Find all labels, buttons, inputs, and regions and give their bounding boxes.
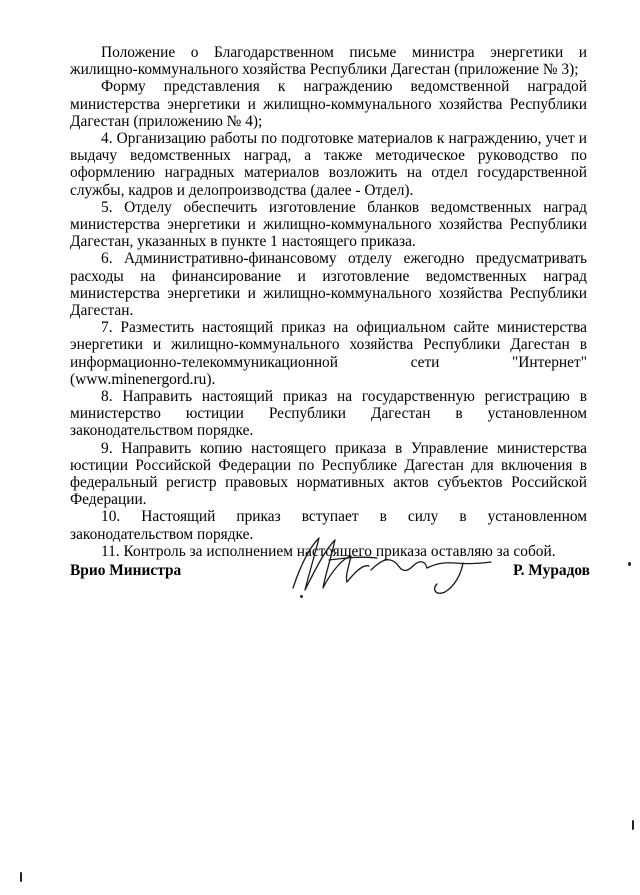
signature-row [70, 562, 590, 602]
paragraph: Положение о Благодарственном письме министра энергетики и жилищно-коммунального хозяйства Республики Дагестан (приложение № 3); [70, 44, 587, 79]
paragraph: 9. Направить копию настоящего приказа в Управление министерства юстиции Российской Федерации по Республике Дагестан для включения в федеральный регистр правовых нормативных актов субъектов Российской Федерации. [70, 439, 587, 509]
paragraph: 8. Направить настоящий приказ на государственную регистрацию в министерство юстиции Республики Дагестан в установленном законодательством порядке. [70, 388, 587, 440]
document-body [70, 44, 587, 560]
scan-speck [20, 872, 22, 882]
signatory-position: Врио Министра [70, 562, 182, 579]
paragraph: 11. Контроль за исполнением настоящего приказа оставляю за собой. [101, 542, 556, 560]
scan-speck [628, 562, 631, 566]
signatory-name: Р. Мурадов [513, 562, 590, 579]
paragraph: 5. Отделу обеспечить изготовление бланков ведомственных наград министерства энергетики и жилищно-коммунального хозяйства Республики Дагестан, указанных в пункте 1 настоящего приказа. [70, 198, 587, 251]
scan-speck [632, 820, 634, 830]
paragraph: 4. Организацию работы по подготовке материалов к награждению, учет и выдачу ведомственных наград, а также методическое руководство по оформлению наградных материалов возложить на отдел государственной службы, кадров и делопроизводства (далее - Отдел). [70, 130, 587, 199]
paragraph: 7. Разместить настоящий приказ на официальном сайте министерства энергетики и жилищно-коммунального хозяйства Республики Дагестан в информационно-телекоммуникационной сети "Интернет" (www.minenergord.ru). [70, 319, 587, 388]
paragraph: 6. Административно-финансовому отделу ежегодно предусматривать расходы на финансирование и изготовление ведомственных наград министерства энергетики и жилищно-коммунального хозяйства Республики Дагестан. [70, 250, 587, 320]
paragraph: 10. Настоящий приказ вступает в силу в установленном законодательством порядке. [70, 508, 587, 543]
paragraph: Форму представления к награждению ведомственной наградой министерства энергетики и жилищно-коммунального хозяйства Республики Дагестан (приложению № 4); [70, 78, 587, 130]
scan-speck [300, 595, 303, 598]
